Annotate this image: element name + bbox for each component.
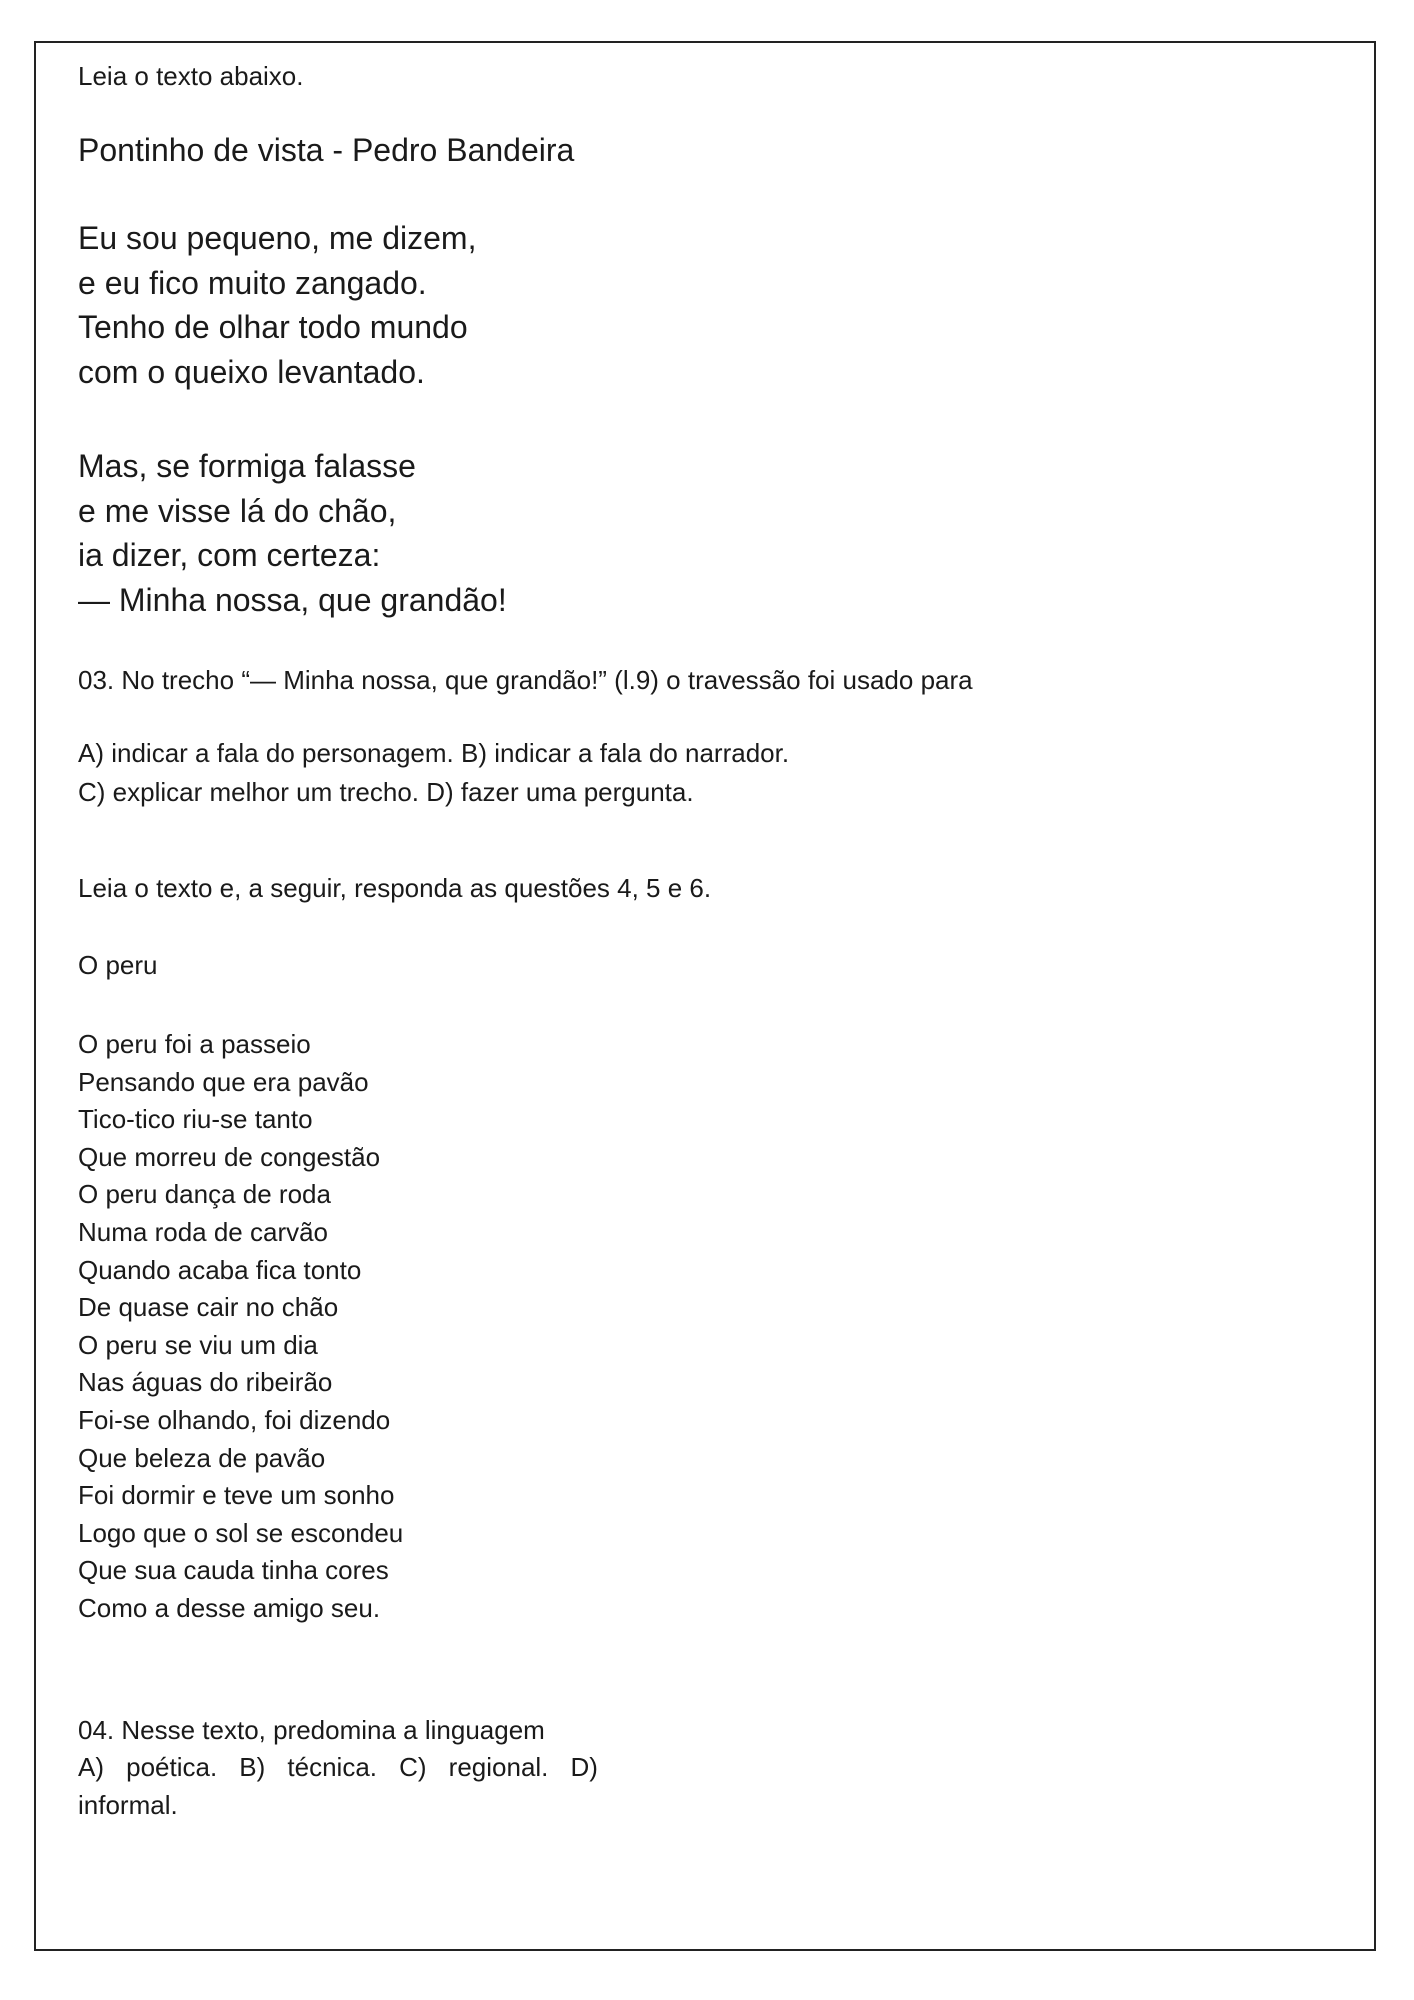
poem-stanza-2 [78,444,1328,622]
option-token: B) [239,1752,266,1783]
poem-2-line: Tico-tico riu-se tanto [78,1104,313,1135]
option-token: D) [570,1752,598,1783]
poem-2-line: Foi-se olhando, foi dizendo [78,1404,391,1435]
document-content [78,60,1328,1824]
question-3-options-line: A) indicar a fala do personagem. B) indicar a fala do narrador. [78,738,790,768]
poem-line: e me visse lá do chão, [78,492,397,529]
question-3-stem: 03. No trecho “— Minha nossa, que grandão!” (l.9) o travessão foi usado para [78,665,973,695]
poem-2-line: Quando acaba fica tonto [78,1254,362,1285]
option-token: A) [78,1752,104,1783]
poem-2-body [78,1026,1328,1628]
poem-2-line: Logo que o sol se escondeu [78,1517,404,1548]
poem-line: Mas, se formiga falasse [78,448,416,484]
poem-2-line: O peru foi a passeio [78,1029,311,1059]
poem-line: com o queixo levantado. [78,353,425,390]
option-token: regional. [448,1752,549,1783]
poem-2-line: Nas águas do ribeirão [78,1367,333,1398]
option-token: técnica. [287,1752,378,1783]
poem-line: ia dizer, com certeza: [78,537,381,573]
poem-line: — Minha nossa, que grandão! [78,581,507,618]
poem-2-title: O peru [78,950,158,980]
question-4-options [78,1749,598,1787]
poem-2-line: O peru dança de roda [78,1179,331,1210]
question-4-last-option: informal. [78,1789,178,1820]
poem-line: Tenho de olhar todo mundo [78,309,468,345]
poem-2-line: Que beleza de pavão [78,1442,326,1473]
question-3-options-line: C) explicar melhor um trecho. D) fazer uma pergunta. [78,777,694,807]
instruction-text: Leia o texto e, a seguir, responda as questões 4, 5 e 6. [78,873,712,903]
poem-2-line: Que sua cauda tinha cores [78,1555,389,1586]
poem-2-line: Que morreu de congestão [78,1141,381,1172]
poem-2-line: O peru se viu um dia [78,1329,318,1360]
poem-stanza-1 [78,216,1328,394]
question-3-options [78,734,1328,812]
poem-2-line: Numa roda de carvão [78,1216,329,1247]
question-4 [78,1712,598,1825]
poem-2-line: Como a desse amigo seu. [78,1592,381,1623]
poem-title: Pontinho de vista - Pedro Bandeira [78,132,575,168]
poem-2-line: Foi dormir e teve um sonho [78,1480,395,1511]
poem-line: e eu fico muito zangado. [78,264,427,301]
option-token: C) [399,1752,427,1783]
poem-2-line: Pensando que era pavão [78,1066,369,1097]
poem-line: Eu sou pequeno, me dizem, [78,220,477,256]
option-token: poética. [126,1752,218,1783]
question-4-stem: 04. Nesse texto, predomina a linguagem [78,1714,545,1745]
poem-2-line: De quase cair no chão [78,1292,339,1323]
intro-text: Leia o texto abaixo. [78,61,304,91]
